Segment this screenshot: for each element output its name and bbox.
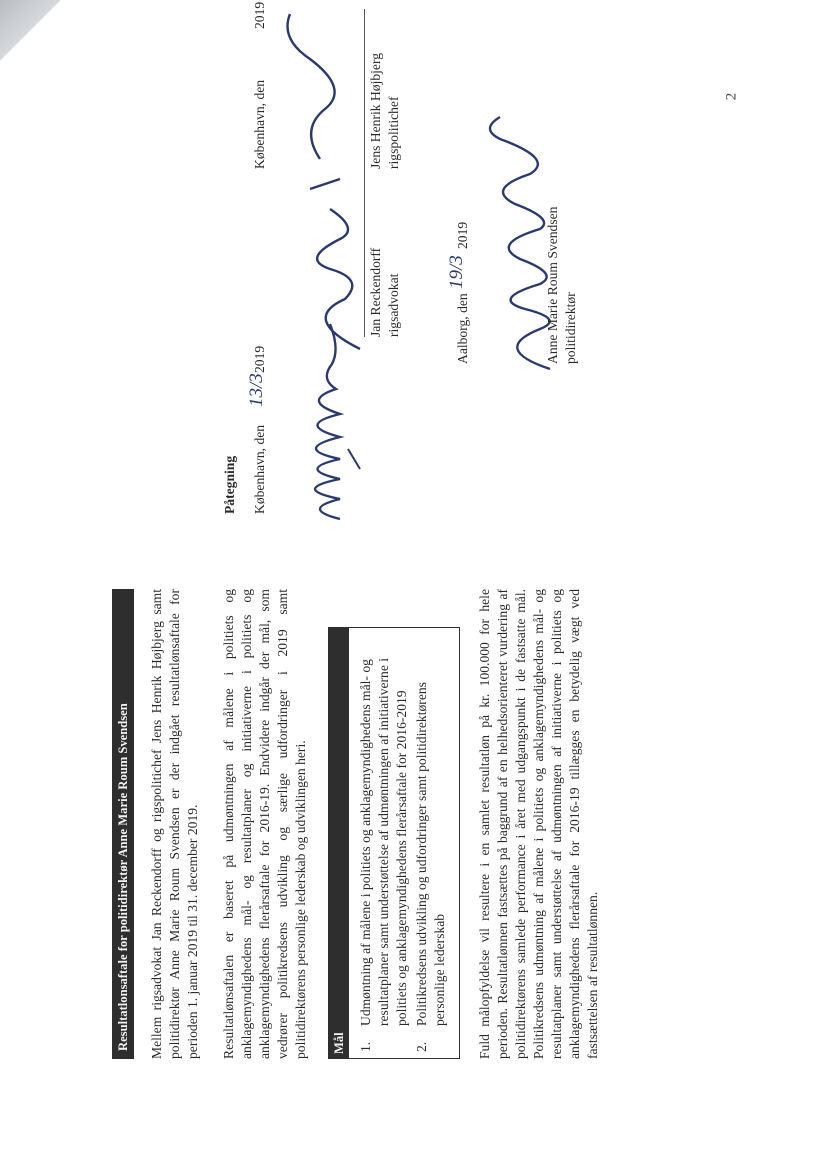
agreement-column bbox=[112, 589, 602, 1059]
goals-heading: Mål bbox=[329, 628, 349, 1058]
signatory-place-date: København, den bbox=[252, 79, 267, 169]
signatory-year: 2019 bbox=[455, 221, 470, 249]
goal-number: 2. bbox=[414, 1041, 429, 1052]
signatory-place-date: København, den bbox=[252, 424, 267, 514]
signatory-role: rigsadvokat bbox=[386, 273, 401, 337]
signature-line bbox=[364, 9, 365, 169]
signature-hojbjerg bbox=[270, 0, 370, 359]
goal-item bbox=[357, 636, 411, 1058]
goal-text: Politikredsens udvikling og udfordringer samt politidirektørens personlige lederskab bbox=[414, 682, 447, 1026]
basis-paragraph: Resultatlønsaftalen er baseret på udmøntningen af målene i politiets og anklagemyndighedens mål- og resultatplaner og initiativerne i politiets og anklagemyndighedens flerårsaftale for 2016-19. Endvidere indgår der mål, som vedrører politikredsens udvikling og særlige udfordringer i 2019 samt politidirektørens personlige lederskab og udviklingen heri. bbox=[221, 589, 308, 1059]
signatory-place-date: Aalborg, den bbox=[455, 293, 470, 364]
goal-number: 1. bbox=[358, 1041, 373, 1052]
intro-paragraph: Mellem rigsadvokat Jan Reckendorff og rigspolitichef Jens Henrik Højbjerg samt politidirektør Anne Marie Roum Svendsen er der indgået resultatlønsaftale for perioden 1. januar 2019 til 31. december 2019. bbox=[149, 589, 200, 1059]
signatory-name: Anne Marie Roum Svendsen bbox=[545, 206, 560, 364]
endorsement-heading: Påtegning bbox=[222, 455, 237, 514]
signatory-role: politidirektør bbox=[563, 292, 578, 364]
goal-text: Udmøntning af målene i politiets og anklagemyndighedens mål- og resultatplaner samt understøttelse af udmøntningen af initiativerne i politiets og anklagemyndighedens flerårsaftale for 2016-2019 bbox=[358, 657, 409, 1026]
goals-list bbox=[349, 628, 459, 1058]
page-number: 2 bbox=[723, 92, 740, 101]
signatory-role: rigspolitichef bbox=[386, 96, 401, 169]
signatory-name: Jan Reckendorff bbox=[368, 247, 383, 337]
signatory-year: 2019 bbox=[252, 345, 267, 373]
handwritten-date: 13/3 bbox=[246, 373, 267, 407]
handwritten-date: 19/3 bbox=[446, 255, 467, 289]
fulfilment-paragraph: Fuld målopfyldelse vil resultere i en samlet resultatløn på kr. 100.000 for hele perioden. Resultatlønnen fastsættes på baggrund af en helhedsorienteret vurdering af politidirektørens samlede performance i året med udgangspunkt i de fastsatte mål. Politikredsens udmøntning af målene i politiets og anklagemyndighedens mål- og resultatplaner samt understøttelse af udmøntningen af initiativerne i politiets og anklagemyndighedens flerårsaftale for 2016-19 tillægges en betydelig vægt ved fastsættelsen af resultatlønnen. bbox=[477, 589, 600, 1059]
document-title: Resultatlonsaftale for politidirektør Anne Marie Roum Svendsen bbox=[112, 589, 134, 1059]
signatory-year: 2019 bbox=[252, 1, 267, 29]
goal-item bbox=[413, 636, 449, 1058]
goals-box bbox=[328, 627, 460, 1059]
signatory-name: Jens Henrik Højbjerg bbox=[368, 52, 383, 169]
